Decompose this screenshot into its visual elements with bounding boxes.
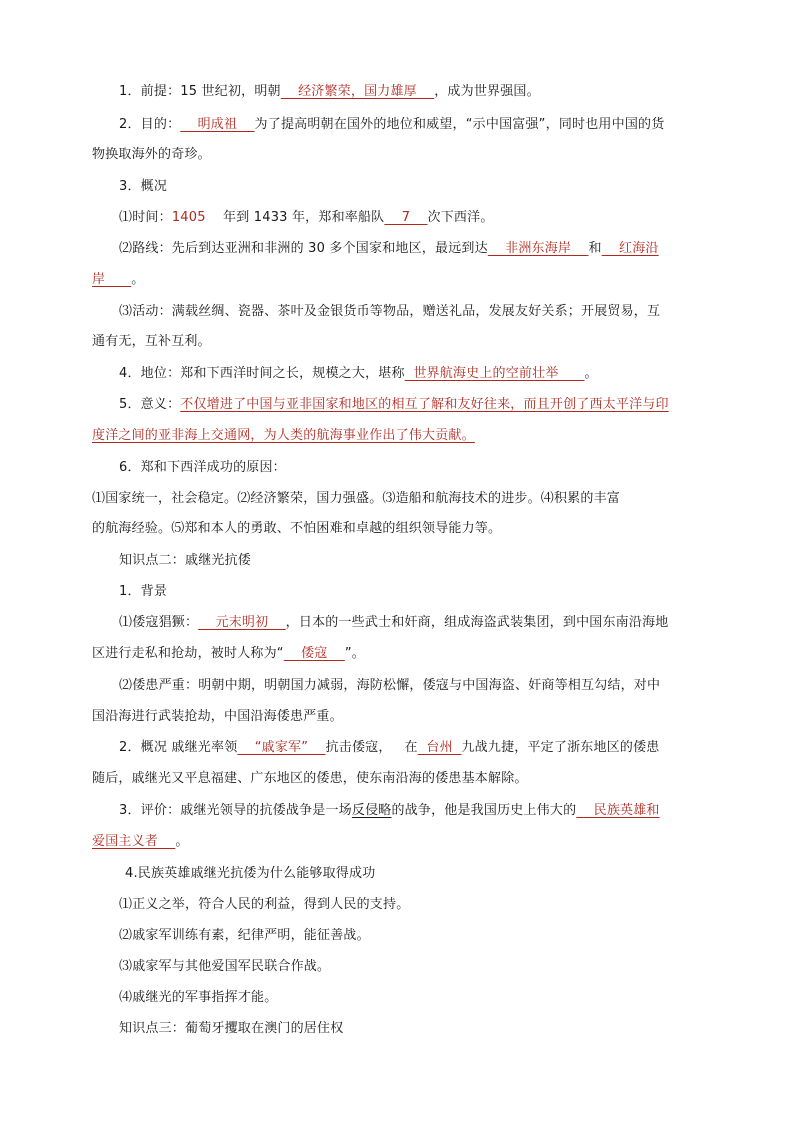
- knowledge-point-2-heading: 知识点二：戚继光抗倭: [119, 553, 252, 568]
- severity-line: ⑵倭患严重：明朝中期，明朝国力减弱，海防松懈，倭寇与中国海盗、奸商等相互勾结，对中: [119, 678, 661, 693]
- severity-line-cont: 国沿海进行武装抢劫，中国沿海倭患严重。: [92, 709, 343, 724]
- route-text: ⑵路线：先后到达亚洲和非洲的 30 多个国家和地区，最远到达: [119, 241, 488, 256]
- success-reason-1: ⑴正义之举，符合人民的利益，得到人民的支持。: [119, 897, 410, 912]
- significance-answer-cont: 度洋之间的亚非海上交通网，为人类的航海事业作出了伟大贡献。: [92, 428, 475, 443]
- success-reason-4: ⑷戚继光的军事指挥才能。: [119, 990, 278, 1005]
- overview-heading: 3．概况: [119, 179, 168, 194]
- evaluation-line: [119, 803, 739, 819]
- qi-overview-end: 九战九捷，平定了浙东地区的倭患: [461, 740, 660, 755]
- reasons-line: ⑴国家统一，社会稳定。⑵经济繁荣，国力强盛。⑶造船和航海技术的进步。⑷积累的丰富: [92, 491, 621, 506]
- evaluation-end: 。: [175, 834, 189, 849]
- purpose-answer: 明成祖: [180, 117, 255, 132]
- time-label: ⑴时间：: [119, 210, 172, 225]
- route-end: 。: [131, 272, 145, 287]
- status-text: 4．地位：郑和下西洋时间之长，规模之大，堪称: [119, 366, 405, 381]
- evaluation-mid: 的战争，他是我国历史上伟大的: [391, 803, 577, 818]
- voyage-count-answer: 7: [384, 210, 428, 225]
- hero-answer: 民族英雄和: [576, 803, 660, 818]
- route-answer-2-cont: 岸: [92, 272, 132, 287]
- significance-label: 5．意义：: [119, 397, 181, 412]
- pirates-name-answer: 倭寇: [283, 646, 345, 661]
- route-conj: 和: [588, 241, 602, 256]
- pirates-text-cont: 区进行走私和抢劫，被时人称为“: [92, 646, 284, 661]
- pirates-end: ”。: [344, 646, 365, 661]
- place-answer: 台州: [417, 740, 462, 755]
- evaluation-text: 3．评价：戚继光领导的抗倭战争是一场: [119, 803, 352, 818]
- qi-overview-line-cont: 随后，戚继光又平息福建、广东地区的倭患，使东南沿海的倭患基本解除。: [92, 771, 528, 786]
- premise-line: [119, 84, 739, 100]
- pirates-text: ，日本的一些武士和奸商，组成海盗武装集团，到中国东南沿海地: [285, 615, 669, 630]
- route-answer-2: 红海沿: [601, 241, 659, 256]
- evaluation-line-cont: [92, 834, 712, 850]
- success-reason-2: ⑵戚家军训练有素，纪律严明，能征善战。: [119, 928, 370, 943]
- route-answer-1: 非洲东海岸: [487, 241, 589, 256]
- premise-answer: 经济繁荣，国力雄厚: [280, 84, 435, 99]
- status-line: [119, 366, 739, 382]
- qi-overview-line: [119, 740, 739, 756]
- status-end: 。: [584, 366, 598, 381]
- time-text-end: 次下西洋。: [427, 210, 494, 225]
- significance-line-cont: [92, 428, 712, 444]
- time-text: 年到 1433 年，郑和率船队: [205, 210, 385, 225]
- army-answer: “戚家军”: [237, 740, 326, 755]
- knowledge-point-3-heading: 知识点三：葡萄牙攫取在澳门的居住权: [119, 1021, 344, 1036]
- start-year-answer: 1405: [171, 210, 206, 225]
- pirates-line: [119, 615, 739, 631]
- purpose-line: [119, 117, 739, 133]
- time-line: [119, 210, 739, 226]
- activity-line: ⑶活动：满载丝绸、瓷器、茶叶及金银货币等物品，赠送礼品，发展友好关系；开展贸易，互: [119, 304, 661, 319]
- route-line: [119, 241, 739, 257]
- reasons-heading: 6．郑和下西洋成功的原因：: [119, 460, 286, 475]
- pirates-label: ⑴倭寇猖獗：: [119, 615, 199, 630]
- background-heading: 1．背景: [119, 584, 168, 599]
- activity-line-cont: 通有无，互补互利。: [92, 334, 211, 349]
- significance-line: [119, 397, 739, 413]
- success-reason-3: ⑶戚家军与其他爱国军民联合作战。: [119, 959, 331, 974]
- anti-aggression-keyword: 反侵略: [351, 803, 392, 818]
- premise-text-end: ，成为世界强国。: [434, 84, 540, 99]
- qi-overview-mid: 抗击倭寇， 在: [325, 740, 418, 755]
- pirates-era-answer: 元末明初: [198, 615, 286, 630]
- purpose-label: 2．目的：: [119, 117, 181, 132]
- qi-overview-text: 2．概况 戚继光率领: [119, 740, 238, 755]
- route-line-cont: [92, 272, 712, 288]
- success-heading: 4.民族英雄戚继光抗倭为什么能够取得成功: [125, 866, 376, 881]
- hero-answer-cont: 爱国主义者: [92, 834, 176, 849]
- pirates-line-cont: [92, 646, 712, 662]
- premise-text: 1．前提：15 世纪初，明朝: [119, 84, 281, 99]
- purpose-line-cont: 物换取海外的奇珍。: [92, 147, 211, 162]
- status-answer: 世界航海史上的空前壮举: [404, 366, 585, 381]
- reasons-line-cont: 的航海经验。⑸郑和本人的勇敢、不怕困难和卓越的组织领导能力等。: [92, 521, 502, 536]
- significance-answer: 不仅增进了中国与亚非国家和地区的相互了解和友好往来，而且开创了西太平洋与印: [180, 397, 669, 412]
- purpose-text: 为了提高明朝在国外的地位和威望，“示中国富强”，同时也用中国的货: [254, 117, 665, 132]
